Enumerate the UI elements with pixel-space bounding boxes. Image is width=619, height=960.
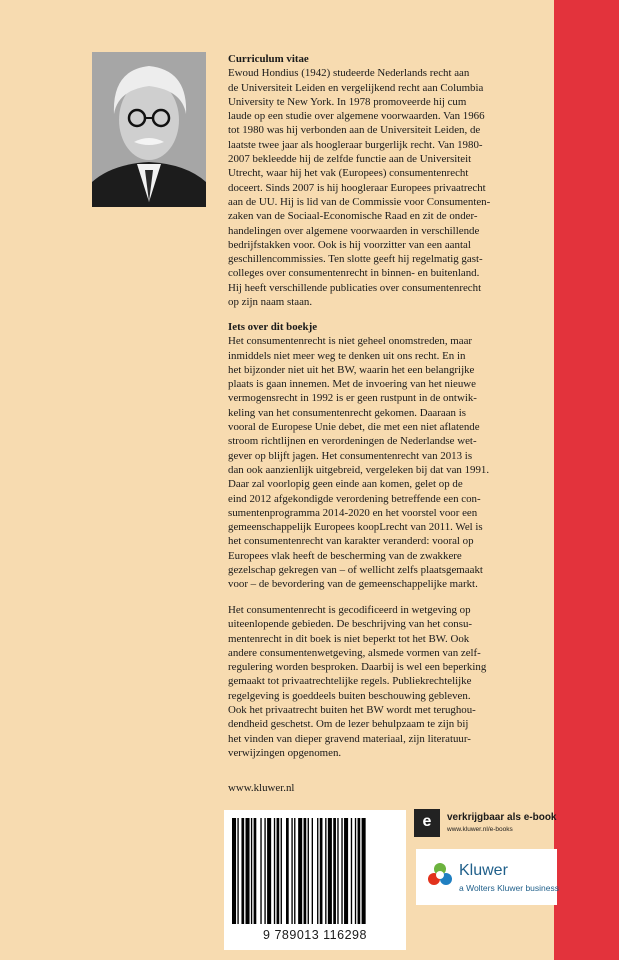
barcode-bar — [344, 818, 348, 924]
cv-section — [228, 52, 556, 309]
about-line: het vinden van dieper gravend materiaal, zijn literatuur- — [228, 732, 471, 745]
about-line: sumentenprogramma 2014-2020 en het voorstel voor een — [228, 506, 478, 519]
barcode-bar — [325, 818, 326, 924]
about-line: gemeenschappelijk Europees koopLrecht van 2011. Wel is — [228, 521, 483, 534]
barcode-bar — [264, 818, 265, 924]
cv-line: bedrijfstakken voor. Ook is hij voorzitter van een aantal — [228, 238, 471, 251]
author-portrait-image — [92, 52, 206, 207]
cv-line: op zijn naam staan. — [228, 296, 313, 309]
barcode-bar — [241, 818, 244, 924]
cv-line: tot 1980 was hij verbonden aan de Universiteit Leiden, de — [228, 124, 481, 137]
about-line: vermogensrecht in 1992 is er geen rustpunt in de ontwik- — [228, 392, 477, 405]
barcode-bar — [362, 818, 366, 924]
cv-line: zaken van de Sociaal-Economische Raad en zit de onder- — [228, 210, 478, 223]
cv-line: colleges over consumentenrecht in binnen- en buitenland. — [228, 267, 480, 280]
about-line: het bijzonder niet uit het BW, waarin het een belangrijke — [228, 363, 475, 376]
about-line: dendheid geschetst. Om de lezer behulpzaam te zijn bij — [228, 718, 469, 731]
about-line: stroom richtlijnen en verordeningen de Nederlandse wet- — [228, 435, 477, 448]
about-line: inmiddels niet meer weg te denken uit ons recht. En in — [228, 349, 466, 362]
barcode-bar — [337, 818, 338, 924]
author-photo — [92, 52, 206, 207]
cv-paragraph — [228, 66, 556, 309]
barcode-bar — [312, 818, 313, 924]
ebook-title: verkrijgbaar als e-book — [447, 812, 557, 823]
barcode-bar — [333, 818, 336, 924]
barcode-bar — [251, 818, 252, 924]
about-section — [228, 320, 556, 592]
publisher-name: Kluwer — [459, 862, 508, 879]
about-line: het consumentenrecht van karakter veranderd: vooral op — [228, 535, 474, 548]
cv-line: laude op een studie over algemene voorwaarden. Van 1966 — [228, 110, 485, 123]
cv-line: University te New York. In 1978 promoveerde hij cum — [228, 95, 467, 108]
about-line: regelgeving is goeddeels buiten beschouwing gebleven. — [228, 689, 471, 702]
barcode-bar — [260, 818, 261, 924]
about-line: Daar zal voorlopig geen einde aan komen, gelet op de — [228, 478, 463, 491]
publisher-tagline: a Wolters Kluwer business — [459, 883, 559, 893]
barcode-bar — [294, 818, 295, 924]
about-line: gezelschap gekregen van – of wellicht zelfs plaatsgemaakt — [228, 564, 483, 577]
about-line: verwijzingen opgenomen. — [228, 746, 342, 759]
about-line: Het consumentenrecht is gecodificeerd in wetgeving op — [228, 604, 471, 616]
cv-line: geschillencommissies. Ten slotte geeft hij regelmatig gast- — [228, 253, 483, 266]
about-section-2 — [228, 603, 556, 760]
cv-line: Utrecht, waar hij het vak (Europees) consumentenrecht — [228, 167, 469, 180]
barcode-bar — [274, 818, 275, 924]
about-line: Het consumentenrecht is niet geheel onomstreden, maar — [228, 335, 473, 348]
about-line: dan ook aanzienlijk uitgebreid, vergeleken bij dat van 1991. — [228, 463, 490, 476]
barcode-bar — [351, 818, 352, 924]
cv-line: Ewoud Hondius (1942) studeerde Nederlands recht aan — [228, 67, 470, 80]
about-line: uiteenlopende gebieden. De beschrijving van het consu- — [228, 618, 473, 631]
about-line: andere consumentenwetgeving, alsmede vormen van zelf- — [228, 646, 481, 659]
barcode-bar — [308, 818, 309, 924]
about-line: gemaakt tot privaatrechtelijke regels. Publiekrechtelijke — [228, 675, 472, 688]
about-line: vooral de Europese Unie debet, die met een niet aflatende — [228, 421, 480, 434]
about-line: Ook het privaatrecht buiten het BW wordt met terughou- — [228, 704, 476, 717]
barcode-bar — [317, 818, 318, 924]
barcode-bar — [237, 818, 238, 924]
about-line: mentenrecht in dit boek is niet beperkt tot het BW. Ook — [228, 632, 470, 645]
barcode-bar — [286, 818, 289, 924]
cv-heading: Curriculum vitae — [228, 53, 309, 65]
about-heading: Iets over dit boekje — [228, 321, 318, 333]
barcode-bar — [298, 818, 302, 924]
barcode-bar — [320, 818, 323, 924]
about-line: plaats is gaan innemen. Met de invoering van het nieuwe — [228, 378, 476, 391]
about-paragraph-2 — [228, 603, 556, 760]
cv-line: handelingen over algemene voorwaarden in verschillende — [228, 224, 480, 237]
cv-line: laatste twee jaar als hoogleraar burgerlijk recht. Van 1980- — [228, 138, 483, 151]
website-link[interactable]: www.kluwer.nl — [228, 782, 295, 794]
cv-line: doceert. Sinds 2007 is hij hoogleraar Europees privaatrecht — [228, 181, 486, 194]
spine-stripe — [554, 0, 619, 960]
barcode-bar — [277, 818, 280, 924]
about-line: keling van het consumentenrecht gekomen. Daaraan is — [228, 406, 466, 419]
barcode-bars — [230, 818, 400, 928]
barcode-bar — [254, 818, 257, 924]
barcode-bar — [341, 818, 342, 924]
about-paragraph-1 — [228, 334, 556, 591]
kluwer-logo-icon — [426, 861, 454, 889]
publisher-logo-box — [416, 849, 557, 905]
about-line: eind 2012 afgekondigde verordening betreffende een con- — [228, 492, 481, 505]
isbn-number: 9 789013 116298 — [263, 928, 367, 942]
barcode-bar — [304, 818, 307, 924]
barcode-bar — [328, 818, 332, 924]
barcode-bar — [358, 818, 361, 924]
cv-line: de Universiteit Leiden en vergelijkend recht aan Columbia — [228, 81, 484, 94]
ebook-icon: e — [414, 809, 440, 837]
about-line: gever op blijft jagen. Het consumentenrecht van 2013 is — [228, 449, 473, 462]
about-line: Europees vlak heeft de bescherming van de zwakkere — [228, 549, 462, 562]
barcode-bar — [246, 818, 250, 924]
ebook-url[interactable]: www.kluwer.nl/e-books — [447, 826, 513, 833]
about-line: voor – de bevordering van de gemeenschappelijke markt. — [228, 578, 478, 591]
cv-line: Hij heeft verschillende publicaties over consumentenrecht — [228, 281, 482, 294]
barcode — [224, 810, 406, 950]
about-line: regulering worden besproken. Daarbij is wel een beperking — [228, 661, 487, 674]
barcode-bar — [291, 818, 292, 924]
cv-line: 2007 bekleedde hij de zelfde functie aan de Universiteit — [228, 153, 472, 166]
barcode-bar — [355, 818, 356, 924]
cv-line: aan de UU. Hij is lid van de Commissie voor Consumenten- — [228, 195, 491, 208]
barcode-bar — [281, 818, 282, 924]
barcode-bar — [267, 818, 271, 924]
ebook-badge — [414, 809, 556, 837]
barcode-bar — [232, 818, 236, 924]
